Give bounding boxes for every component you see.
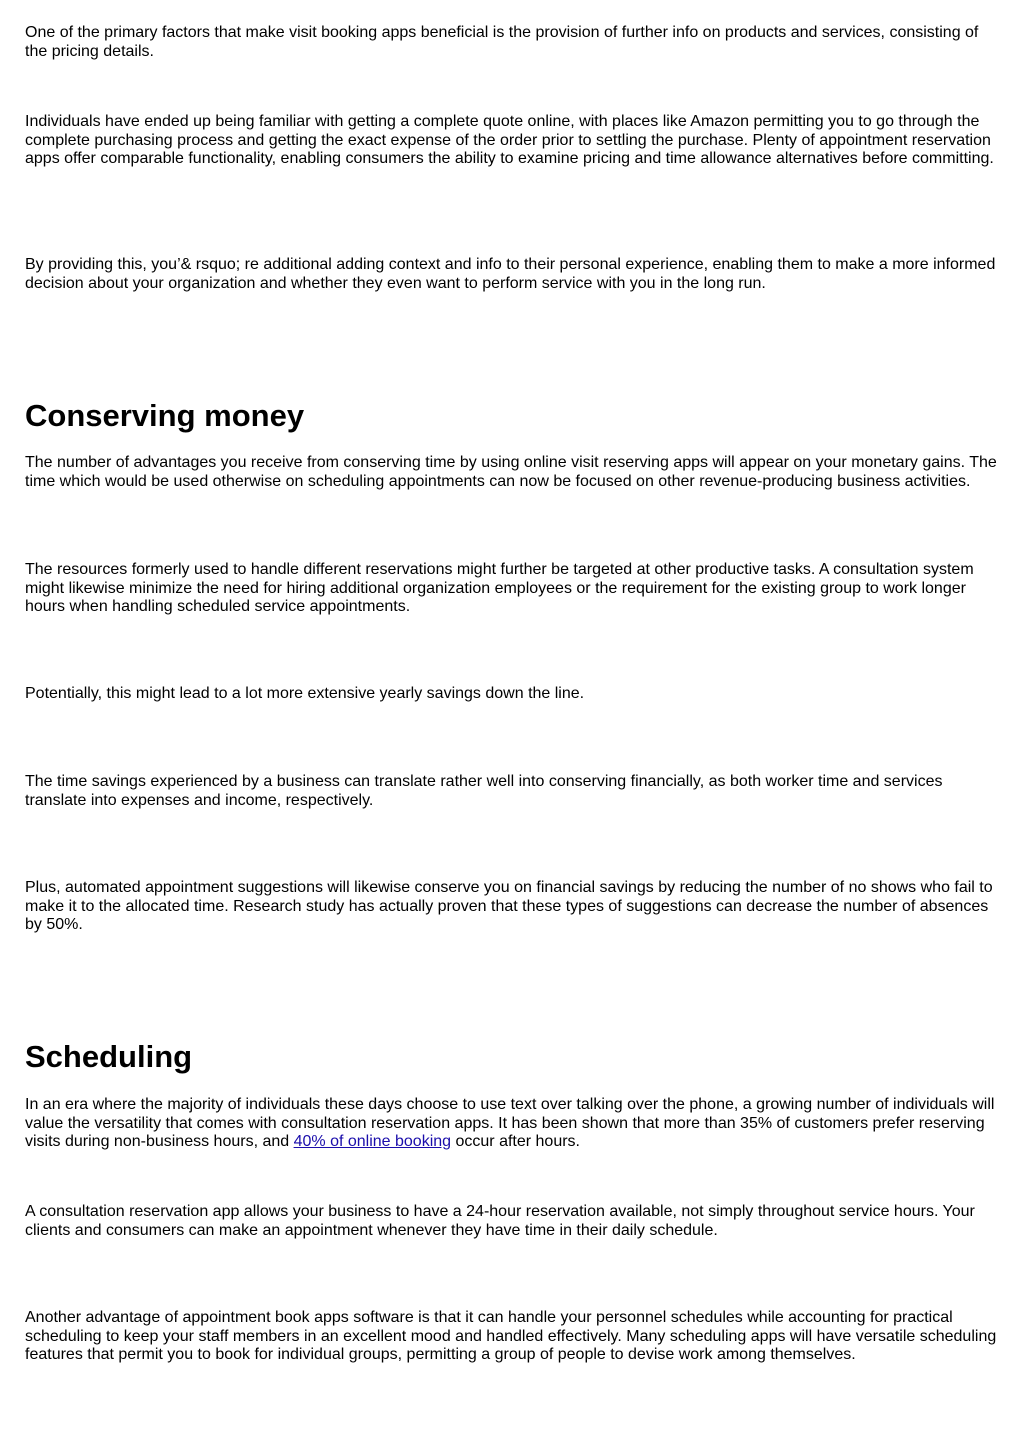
intro-paragraph-2: Individuals have ended up being familiar with getting a complete quote online, with places like Amazon permitting you to go through the complete purchasing process and getting the exact expense of the order prior to settling the purchase. Plenty of appointment reservation apps offer comparable functionality, enabling consumers the ability to examine pricing and time allowance alternatives before committing. xyxy=(25,113,994,168)
section-heading-conserving-money: Conserving money xyxy=(25,398,305,433)
intro-paragraph-1: One of the primary factors that make visit booking apps beneficial is the provision of further info on products and services, consisting of the pricing details. xyxy=(25,24,979,60)
conserving-money-paragraph-3: Potentially, this might lead to a lot more extensive yearly savings down the line. xyxy=(25,685,585,702)
scheduling-paragraph-1-text-before: In an era where the majority of individuals these days choose to use text over talking over the phone, a growing number of individuals will value the versatility that comes with consultation reservation apps. It has been shown that more than 35% of customers prefer reserving visits during non-business hours, and xyxy=(25,1096,995,1151)
scheduling-paragraph-1-text-after: occur after hours. xyxy=(451,1133,580,1151)
intro-paragraph-3: By providing this, you’& rsquo; re additional adding context and info to their personal experience, enabling them to make a more informed decision about your organization and whether they even want to perform service with you in the long run. xyxy=(25,256,996,292)
scheduling-paragraph-2: A consultation reservation app allows your business to have a 24-hour reservation available, not simply throughout service hours. Your clients and consumers can make an appointment whenever they have time in their daily schedule. xyxy=(25,1203,975,1239)
conserving-money-paragraph-2: The resources formerly used to handle different reservations might further be targeted at other productive tasks. A consultation system might likewise minimize the need for hiring additional organization employees or the requirement for the existing group to work longer hours when handling scheduled service appointments. xyxy=(25,561,974,616)
online-booking-link[interactable]: 40% of online booking xyxy=(293,1133,452,1151)
conserving-money-paragraph-5: Plus, automated appointment suggestions will likewise conserve you on financial savings by reducing the number of no shows who fail to make it to the allocated time. Research study has actually proven that these types of suggestions can decrease the number of absences by 50%. xyxy=(25,879,993,934)
conserving-money-paragraph-4: The time savings experienced by a business can translate rather well into conserving financially, as both worker time and services translate into expenses and income, respectively. xyxy=(25,773,943,809)
scheduling-paragraph-1 xyxy=(25,1096,1005,1152)
scheduling-paragraph-3: Another advantage of appointment book apps software is that it can handle your personnel schedules while accounting for practical scheduling to keep your staff members in an excellent mood and handled effectively. Many scheduling apps will have versatile scheduling features that permit you to book for individual groups, permitting a group of people to devise work among themselves. xyxy=(25,1309,997,1364)
conserving-money-paragraph-1: The number of advantages you receive from conserving time by using online visit reserving apps will appear on your monetary gains. The time which would be used otherwise on scheduling appointments can now be focused on other revenue-producing business activities. xyxy=(25,454,997,490)
section-heading-scheduling: Scheduling xyxy=(25,1039,193,1074)
